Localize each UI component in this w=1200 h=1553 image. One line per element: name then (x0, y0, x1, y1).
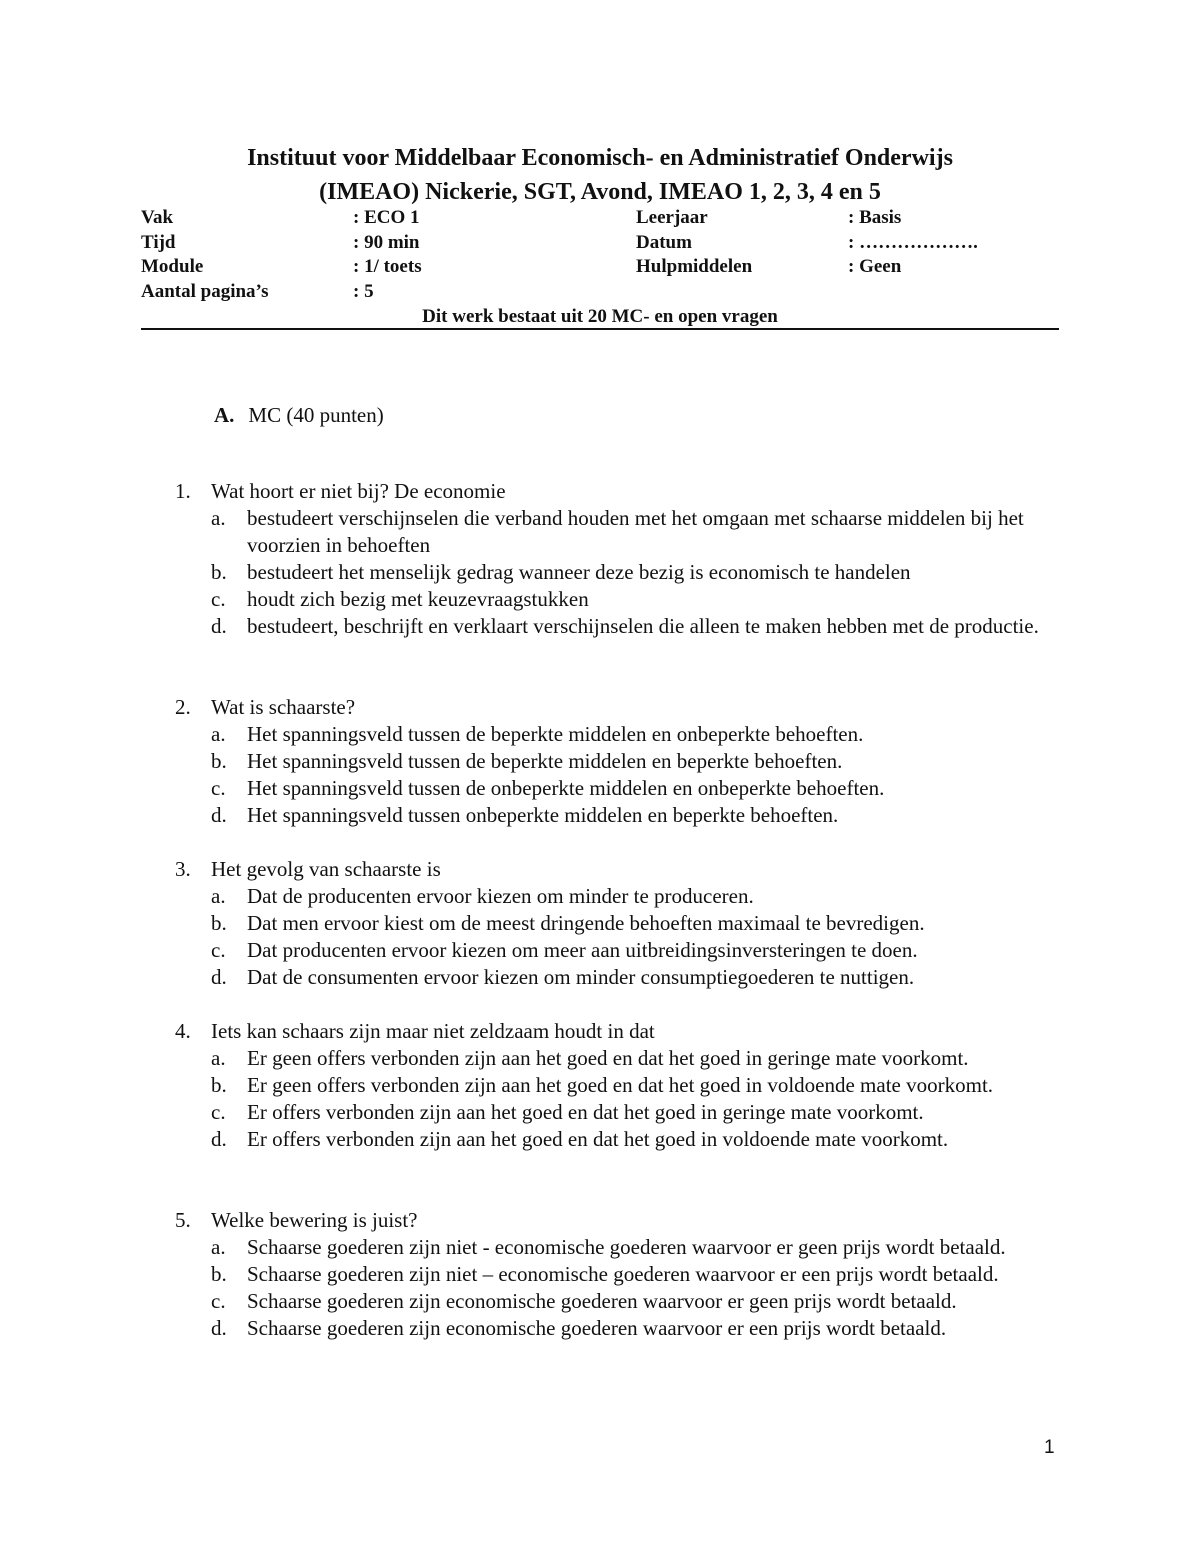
option-text: Schaarse goederen zijn economische goederen waarvoor er een prijs wordt betaald. (247, 1316, 947, 1340)
meta-key: Leerjaar (636, 207, 708, 228)
option-text: Er geen offers verbonden zijn aan het goed en dat het goed in voldoende mate voorkomt. (247, 1073, 994, 1097)
meta-value: : 1/ toets (353, 256, 422, 277)
option-text: Het spanningsveld tussen de onbeperkte middelen en onbeperkte behoeften. (247, 776, 885, 800)
question-number: 5. (175, 1208, 191, 1232)
section-title: MC (40 punten) (248, 403, 384, 427)
option-letter: a. (211, 1235, 226, 1259)
meta-key: Module (141, 256, 204, 277)
option-text: Er offers verbonden zijn aan het goed en dat het goed in voldoende mate voorkomt. (247, 1127, 949, 1151)
question-text: Wat hoort er niet bij? De economie (211, 479, 506, 503)
section-heading (214, 401, 384, 429)
option-letter: a. (211, 884, 226, 908)
meta-key: Tijd (141, 232, 176, 253)
answer-option (0, 775, 1200, 802)
option-text: Het spanningsveld tussen de beperkte middelen en onbeperkte behoeften. (247, 722, 864, 746)
answer-option (0, 910, 1200, 937)
option-text: houdt zich bezig met keuzevraagstukken (247, 587, 589, 611)
meta-key: Hulpmiddelen (636, 256, 753, 277)
option-letter: c. (211, 938, 226, 962)
option-letter: c. (211, 776, 226, 800)
option-list (0, 721, 1200, 829)
option-text: Schaarse goederen zijn economische goederen waarvoor er geen prijs wordt betaald. (247, 1289, 957, 1313)
option-letter: b. (211, 911, 227, 935)
question-text: Het gevolg van schaarste is (211, 857, 441, 881)
option-list (0, 883, 1200, 991)
answer-option (0, 802, 1200, 829)
option-text: Schaarse goederen zijn niet – economische goederen waarvoor er een prijs wordt betaald. (247, 1262, 999, 1286)
meta-key: Vak (141, 207, 174, 228)
answer-option (0, 1045, 1200, 1072)
option-text: Dat de consumenten ervoor kiezen om minder consumptiegoederen te nuttigen. (247, 965, 915, 989)
option-text: Er offers verbonden zijn aan het goed en dat het goed in geringe mate voorkomt. (247, 1100, 924, 1124)
answer-option (0, 964, 1200, 991)
answer-option (0, 721, 1200, 748)
option-text: bestudeert verschijnselen die verband houden met het omgaan met schaarse middelen bij het voorzien in behoeften (247, 506, 1024, 557)
option-letter: a. (211, 1046, 226, 1070)
question-number: 3. (175, 857, 191, 881)
option-letter: d. (211, 1127, 227, 1151)
option-text: Het spanningsveld tussen onbeperkte middelen en beperkte behoeften. (247, 803, 839, 827)
answer-option (0, 1234, 1200, 1261)
answer-option (0, 937, 1200, 964)
question-text: Iets kan schaars zijn maar niet zeldzaam houdt in dat (211, 1019, 655, 1043)
option-list (0, 1045, 1200, 1153)
meta-value: : ECO 1 (353, 207, 420, 228)
option-text: Dat men ervoor kiest om de meest dringende behoeften maximaal te bevredigen. (247, 911, 925, 935)
question-text: Welke bewering is juist? (211, 1208, 418, 1232)
institute-title: Instituut voor Middelbaar Economisch- en Administratief Onderwijs (247, 145, 953, 171)
option-letter: d. (211, 614, 227, 638)
option-letter: a. (211, 722, 226, 746)
option-letter: d. (211, 1316, 227, 1340)
answer-option (0, 1126, 1200, 1153)
option-text: Dat de producenten ervoor kiezen om minder te produceren. (247, 884, 754, 908)
option-letter: b. (211, 560, 227, 584)
option-letter: d. (211, 803, 227, 827)
answer-option (0, 613, 1200, 640)
meta-value: : 5 (353, 281, 374, 302)
option-text: bestudeert, beschrijft en verklaart verschijnselen die alleen te maken hebben met de productie. (247, 614, 1039, 638)
answer-option (0, 586, 1200, 613)
composition-note: Dit werk bestaat uit 20 MC- en open vragen (422, 306, 778, 327)
option-letter: c. (211, 1100, 226, 1124)
option-letter: d. (211, 965, 227, 989)
question-number: 1. (175, 479, 191, 503)
answer-option (0, 1072, 1200, 1099)
option-list (0, 1234, 1200, 1342)
meta-key: Aantal pagina’s (141, 281, 269, 302)
option-text: bestudeert het menselijk gedrag wanneer deze bezig is economisch te handelen (247, 560, 911, 584)
meta-value: : Basis (848, 207, 902, 228)
answer-option (0, 505, 1200, 559)
meta-value: : 90 min (353, 232, 420, 253)
answer-option (0, 1261, 1200, 1288)
meta-value: : ………………. (848, 232, 978, 253)
option-letter: b. (211, 1262, 227, 1286)
header-divider (141, 328, 1059, 330)
meta-value: : Geen (848, 256, 902, 277)
question-number: 2. (175, 695, 191, 719)
section-label: A. (214, 403, 235, 427)
question-number: 4. (175, 1019, 191, 1043)
answer-option (0, 559, 1200, 586)
option-text: Dat producenten ervoor kiezen om meer aan uitbreidingsinversteringen te doen. (247, 938, 918, 962)
exam-subtitle: (IMEAO) Nickerie, SGT, Avond, IMEAO 1, 2, 3, 4 en 5 (319, 179, 881, 205)
answer-option (0, 748, 1200, 775)
option-letter: c. (211, 587, 226, 611)
option-letter: c. (211, 1289, 226, 1313)
option-letter: a. (211, 506, 226, 530)
meta-key: Datum (636, 232, 692, 253)
option-letter: b. (211, 749, 227, 773)
option-list (0, 505, 1200, 640)
question-text: Wat is schaarste? (211, 695, 356, 719)
option-text: Er geen offers verbonden zijn aan het goed en dat het goed in geringe mate voorkomt. (247, 1046, 969, 1070)
option-text: Het spanningsveld tussen de beperkte middelen en beperkte behoeften. (247, 749, 843, 773)
exam-meta-table (141, 206, 1059, 306)
option-text: Schaarse goederen zijn niet - economische goederen waarvoor er geen prijs wordt betaald. (247, 1235, 1006, 1259)
answer-option (0, 1099, 1200, 1126)
answer-option (0, 1288, 1200, 1315)
page-number: 1 (1044, 1437, 1055, 1458)
answer-option (0, 883, 1200, 910)
option-letter: b. (211, 1073, 227, 1097)
answer-option (0, 1315, 1200, 1342)
